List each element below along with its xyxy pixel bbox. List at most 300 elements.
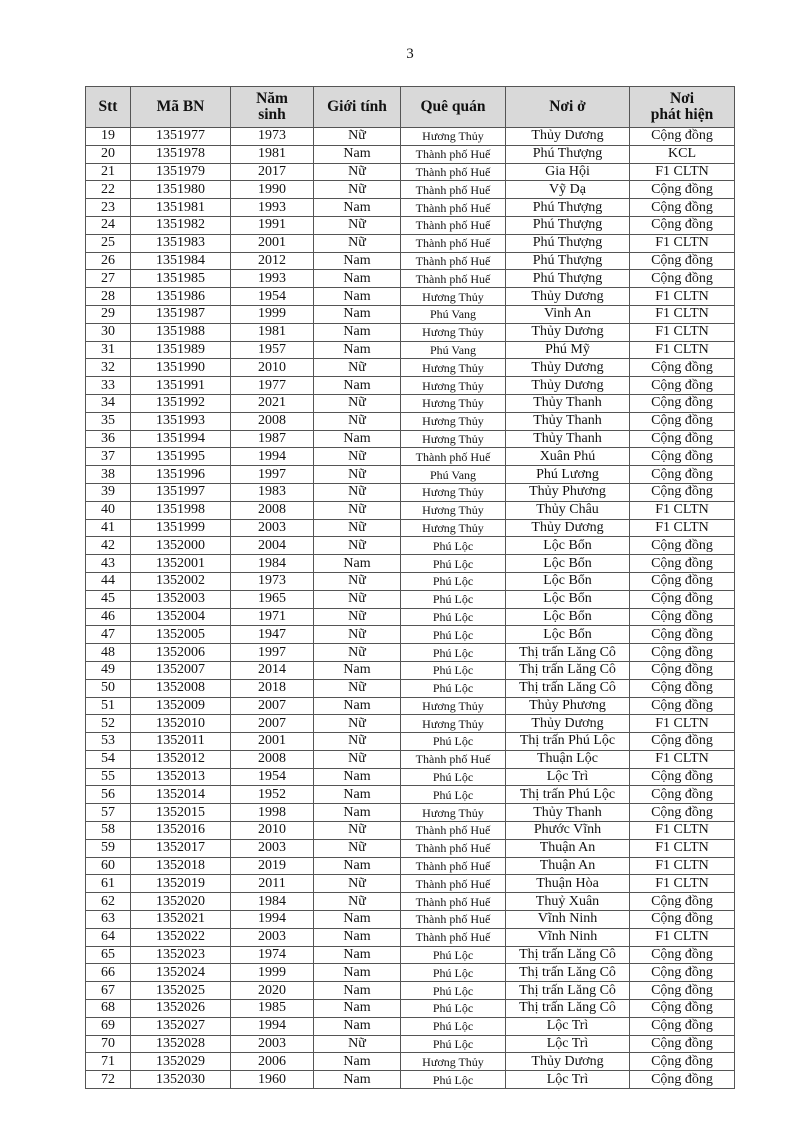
cell-stt: 59 [86, 839, 131, 857]
table-row [86, 216, 735, 234]
cell-nam-sinh: 2008 [231, 412, 314, 430]
cell-gioi-tinh: Nữ [314, 128, 401, 146]
cell-nam-sinh: 2017 [231, 163, 314, 181]
cell-stt: 36 [86, 430, 131, 448]
cell-gioi-tinh: Nam [314, 1053, 401, 1071]
cell-ma-bn: 1352027 [131, 1017, 231, 1035]
cell-que-quan: Hương Thủy [401, 697, 506, 715]
table-row [86, 982, 735, 1000]
cell-ma-bn: 1351994 [131, 430, 231, 448]
table-row [86, 519, 735, 537]
cell-stt: 42 [86, 537, 131, 555]
cell-stt: 46 [86, 608, 131, 626]
cell-stt: 21 [86, 163, 131, 181]
cell-que-quan: Hương Thủy [401, 483, 506, 501]
table-row [86, 1017, 735, 1035]
cell-que-quan: Thành phố Huế [401, 145, 506, 163]
cell-ma-bn: 1351990 [131, 359, 231, 377]
cell-ma-bn: 1352016 [131, 822, 231, 840]
cell-ma-bn: 1352030 [131, 1071, 231, 1089]
cell-gioi-tinh: Nữ [314, 733, 401, 751]
cell-nam-sinh: 1994 [231, 911, 314, 929]
cell-ma-bn: 1351985 [131, 270, 231, 288]
cell-nam-sinh: 1991 [231, 216, 314, 234]
table-row [86, 893, 735, 911]
table-row [86, 804, 735, 822]
cell-noi-phat-hien: Cộng đồng [630, 946, 735, 964]
cell-que-quan: Thành phố Huế [401, 857, 506, 875]
table-row [86, 572, 735, 590]
cell-ma-bn: 1351984 [131, 252, 231, 270]
cell-noi-o: Vinh An [506, 305, 630, 323]
table-row [86, 786, 735, 804]
cell-gioi-tinh: Nữ [314, 483, 401, 501]
cell-ma-bn: 1352003 [131, 590, 231, 608]
cell-noi-phat-hien: F1 CLTN [630, 822, 735, 840]
cell-ma-bn: 1352014 [131, 786, 231, 804]
cell-noi-phat-hien: KCL [630, 145, 735, 163]
table-row [86, 305, 735, 323]
cell-nam-sinh: 2007 [231, 715, 314, 733]
cell-gioi-tinh: Nữ [314, 412, 401, 430]
cell-que-quan: Thành phố Huế [401, 750, 506, 768]
table-row [86, 501, 735, 519]
cell-noi-o: Thị trấn Lăng Cô [506, 661, 630, 679]
cell-stt: 47 [86, 626, 131, 644]
cell-gioi-tinh: Nam [314, 145, 401, 163]
table-row [86, 875, 735, 893]
cell-stt: 69 [86, 1017, 131, 1035]
cell-noi-o: Thị trấn Phú Lộc [506, 786, 630, 804]
table-row [86, 750, 735, 768]
cell-gioi-tinh: Nữ [314, 181, 401, 199]
table-row [86, 394, 735, 412]
cell-nam-sinh: 1984 [231, 893, 314, 911]
cell-noi-o: Lộc Bổn [506, 537, 630, 555]
cell-nam-sinh: 2014 [231, 661, 314, 679]
cell-gioi-tinh: Nam [314, 928, 401, 946]
cell-noi-phat-hien: Cộng đồng [630, 1035, 735, 1053]
cell-que-quan: Phú Lộc [401, 537, 506, 555]
cell-gioi-tinh: Nữ [314, 234, 401, 252]
cell-gioi-tinh: Nữ [314, 750, 401, 768]
cell-que-quan: Thành phố Huế [401, 822, 506, 840]
cell-nam-sinh: 1974 [231, 946, 314, 964]
cell-que-quan: Thành phố Huế [401, 928, 506, 946]
cell-stt: 37 [86, 448, 131, 466]
cell-nam-sinh: 1973 [231, 572, 314, 590]
cell-noi-o: Thủy Dương [506, 519, 630, 537]
cell-nam-sinh: 2007 [231, 697, 314, 715]
cell-noi-o: Thủy Dương [506, 128, 630, 146]
cell-noi-phat-hien: Cộng đồng [630, 555, 735, 573]
cell-ma-bn: 1352029 [131, 1053, 231, 1071]
cell-nam-sinh: 1997 [231, 466, 314, 484]
cell-ma-bn: 1352020 [131, 893, 231, 911]
cell-ma-bn: 1351983 [131, 234, 231, 252]
cell-noi-o: Lộc Trì [506, 1035, 630, 1053]
cell-stt: 38 [86, 466, 131, 484]
table-row [86, 822, 735, 840]
cell-stt: 62 [86, 893, 131, 911]
cell-nam-sinh: 1984 [231, 555, 314, 573]
table-row [86, 590, 735, 608]
cell-noi-o: Thủy Thanh [506, 430, 630, 448]
table-row [86, 199, 735, 217]
cell-gioi-tinh: Nữ [314, 537, 401, 555]
cell-nam-sinh: 2008 [231, 501, 314, 519]
cell-stt: 39 [86, 483, 131, 501]
cell-gioi-tinh: Nữ [314, 519, 401, 537]
cell-ma-bn: 1351993 [131, 412, 231, 430]
cell-gioi-tinh: Nam [314, 555, 401, 573]
cell-noi-o: Thủy Thanh [506, 804, 630, 822]
cell-stt: 35 [86, 412, 131, 430]
cell-noi-o: Lộc Bổn [506, 590, 630, 608]
cell-gioi-tinh: Nam [314, 661, 401, 679]
cell-ma-bn: 1352019 [131, 875, 231, 893]
cell-que-quan: Phú Lộc [401, 1000, 506, 1018]
table-row [86, 181, 735, 199]
cell-noi-phat-hien: Cộng đồng [630, 626, 735, 644]
cell-noi-phat-hien: Cộng đồng [630, 786, 735, 804]
cell-stt: 72 [86, 1071, 131, 1089]
table-row [86, 252, 735, 270]
cell-noi-o: Phú Thượng [506, 252, 630, 270]
cell-nam-sinh: 2011 [231, 875, 314, 893]
cell-ma-bn: 1352015 [131, 804, 231, 822]
cell-nam-sinh: 1985 [231, 1000, 314, 1018]
cell-que-quan: Phú Vang [401, 305, 506, 323]
cell-nam-sinh: 1947 [231, 626, 314, 644]
cell-nam-sinh: 1990 [231, 181, 314, 199]
cell-nam-sinh: 2001 [231, 234, 314, 252]
cell-noi-o: Thị trấn Lăng Cô [506, 679, 630, 697]
cell-que-quan: Hương Thủy [401, 519, 506, 537]
cell-noi-o: Vỹ Dạ [506, 181, 630, 199]
cell-nam-sinh: 1994 [231, 448, 314, 466]
cell-noi-phat-hien: Cộng đồng [630, 608, 735, 626]
cell-stt: 61 [86, 875, 131, 893]
cell-gioi-tinh: Nữ [314, 875, 401, 893]
table-row [86, 448, 735, 466]
cell-stt: 51 [86, 697, 131, 715]
cell-noi-phat-hien: F1 CLTN [630, 750, 735, 768]
cell-nam-sinh: 1954 [231, 768, 314, 786]
cell-gioi-tinh: Nữ [314, 644, 401, 662]
cell-que-quan: Phú Lộc [401, 733, 506, 751]
cell-noi-o: Phú Thượng [506, 234, 630, 252]
cell-nam-sinh: 2003 [231, 519, 314, 537]
table-row [86, 377, 735, 395]
cell-stt: 41 [86, 519, 131, 537]
cell-nam-sinh: 2006 [231, 1053, 314, 1071]
table-row [86, 839, 735, 857]
cell-ma-bn: 1352023 [131, 946, 231, 964]
cell-gioi-tinh: Nam [314, 1000, 401, 1018]
cell-que-quan: Thành phố Huế [401, 911, 506, 929]
cell-noi-phat-hien: Cộng đồng [630, 804, 735, 822]
table-row [86, 715, 735, 733]
cell-nam-sinh: 2020 [231, 982, 314, 1000]
cell-ma-bn: 1352026 [131, 1000, 231, 1018]
cell-noi-phat-hien: Cộng đồng [630, 697, 735, 715]
table-row [86, 911, 735, 929]
cell-noi-o: Thị trấn Lăng Cô [506, 1000, 630, 1018]
cell-ma-bn: 1352022 [131, 928, 231, 946]
cell-stt: 28 [86, 288, 131, 306]
cell-noi-o: Phú Mỹ [506, 341, 630, 359]
cell-ma-bn: 1352010 [131, 715, 231, 733]
cell-ma-bn: 1352024 [131, 964, 231, 982]
cell-gioi-tinh: Nam [314, 982, 401, 1000]
cell-ma-bn: 1352005 [131, 626, 231, 644]
table-row [86, 359, 735, 377]
table-row [86, 555, 735, 573]
cell-noi-phat-hien: Cộng đồng [630, 466, 735, 484]
table-row [86, 341, 735, 359]
cell-stt: 43 [86, 555, 131, 573]
table-row [86, 1035, 735, 1053]
cell-gioi-tinh: Nam [314, 857, 401, 875]
cell-que-quan: Phú Lộc [401, 982, 506, 1000]
cell-nam-sinh: 1971 [231, 608, 314, 626]
cell-noi-phat-hien: Cộng đồng [630, 377, 735, 395]
cell-que-quan: Phú Lộc [401, 555, 506, 573]
cell-nam-sinh: 2003 [231, 839, 314, 857]
cell-gioi-tinh: Nam [314, 1071, 401, 1089]
cell-gioi-tinh: Nữ [314, 893, 401, 911]
table-row [86, 270, 735, 288]
cell-noi-phat-hien: Cộng đồng [630, 911, 735, 929]
cell-nam-sinh: 1954 [231, 288, 314, 306]
cell-nam-sinh: 2021 [231, 394, 314, 412]
cell-gioi-tinh: Nam [314, 341, 401, 359]
cell-stt: 66 [86, 964, 131, 982]
cell-que-quan: Hương Thủy [401, 288, 506, 306]
cell-noi-phat-hien: Cộng đồng [630, 893, 735, 911]
cell-noi-phat-hien: Cộng đồng [630, 1071, 735, 1089]
cell-noi-phat-hien: F1 CLTN [630, 857, 735, 875]
cell-ma-bn: 1351989 [131, 341, 231, 359]
cell-ma-bn: 1352025 [131, 982, 231, 1000]
cell-noi-phat-hien: Cộng đồng [630, 128, 735, 146]
table-row [86, 661, 735, 679]
cell-que-quan: Phú Lộc [401, 946, 506, 964]
cell-stt: 32 [86, 359, 131, 377]
patient-table [85, 86, 735, 1089]
cell-noi-o: Lộc Trì [506, 1017, 630, 1035]
cell-noi-o: Gia Hội [506, 163, 630, 181]
cell-noi-o: Lộc Bổn [506, 555, 630, 573]
cell-gioi-tinh: Nữ [314, 590, 401, 608]
cell-noi-o: Phú Lương [506, 466, 630, 484]
cell-que-quan: Phú Lộc [401, 644, 506, 662]
cell-noi-phat-hien: F1 CLTN [630, 839, 735, 857]
cell-gioi-tinh: Nam [314, 323, 401, 341]
cell-ma-bn: 1351988 [131, 323, 231, 341]
cell-stt: 55 [86, 768, 131, 786]
cell-gioi-tinh: Nam [314, 768, 401, 786]
cell-ma-bn: 1352008 [131, 679, 231, 697]
cell-ma-bn: 1352001 [131, 555, 231, 573]
cell-stt: 33 [86, 377, 131, 395]
cell-noi-phat-hien: Cộng đồng [630, 661, 735, 679]
cell-gioi-tinh: Nam [314, 199, 401, 217]
cell-ma-bn: 1351981 [131, 199, 231, 217]
cell-nam-sinh: 1987 [231, 430, 314, 448]
page-number: 3 [406, 46, 414, 62]
cell-noi-o: Vĩnh Ninh [506, 911, 630, 929]
cell-nam-sinh: 1977 [231, 377, 314, 395]
table-row [86, 145, 735, 163]
table-row [86, 733, 735, 751]
cell-gioi-tinh: Nam [314, 804, 401, 822]
cell-noi-o: Thủy Dương [506, 1053, 630, 1071]
cell-gioi-tinh: Nam [314, 911, 401, 929]
cell-stt: 57 [86, 804, 131, 822]
cell-gioi-tinh: Nam [314, 270, 401, 288]
cell-stt: 31 [86, 341, 131, 359]
cell-ma-bn: 1352011 [131, 733, 231, 751]
cell-ma-bn: 1351977 [131, 128, 231, 146]
cell-stt: 71 [86, 1053, 131, 1071]
table-row [86, 288, 735, 306]
cell-ma-bn: 1352017 [131, 839, 231, 857]
table-row [86, 679, 735, 697]
cell-gioi-tinh: Nữ [314, 501, 401, 519]
cell-que-quan: Hương Thủy [401, 501, 506, 519]
cell-noi-phat-hien: Cộng đồng [630, 1053, 735, 1071]
cell-gioi-tinh: Nam [314, 252, 401, 270]
cell-nam-sinh: 2018 [231, 679, 314, 697]
cell-nam-sinh: 1973 [231, 128, 314, 146]
cell-noi-o: Thuận Hòa [506, 875, 630, 893]
cell-noi-o: Lộc Trì [506, 768, 630, 786]
header-noi-phat-hien [630, 87, 735, 128]
cell-noi-phat-hien: Cộng đồng [630, 359, 735, 377]
cell-noi-phat-hien: Cộng đồng [630, 1017, 735, 1035]
table-row [86, 466, 735, 484]
table-body [86, 128, 735, 1089]
cell-stt: 64 [86, 928, 131, 946]
cell-stt: 22 [86, 181, 131, 199]
cell-noi-o: Thủy Dương [506, 359, 630, 377]
table-row [86, 1071, 735, 1089]
header-ma-bn: Mã BN [131, 87, 231, 128]
cell-noi-o: Thủy Dương [506, 377, 630, 395]
cell-ma-bn: 1352007 [131, 661, 231, 679]
cell-stt: 25 [86, 234, 131, 252]
cell-gioi-tinh: Nam [314, 288, 401, 306]
cell-nam-sinh: 2010 [231, 359, 314, 377]
cell-gioi-tinh: Nam [314, 430, 401, 448]
cell-stt: 52 [86, 715, 131, 733]
cell-que-quan: Hương Thủy [401, 804, 506, 822]
cell-gioi-tinh: Nữ [314, 359, 401, 377]
cell-noi-o: Phú Thượng [506, 199, 630, 217]
cell-nam-sinh: 1994 [231, 1017, 314, 1035]
cell-ma-bn: 1352012 [131, 750, 231, 768]
cell-stt: 26 [86, 252, 131, 270]
cell-noi-o: Thị trấn Phú Lộc [506, 733, 630, 751]
cell-que-quan: Phú Lộc [401, 572, 506, 590]
cell-gioi-tinh: Nữ [314, 1035, 401, 1053]
cell-noi-phat-hien: F1 CLTN [630, 323, 735, 341]
table-row [86, 412, 735, 430]
cell-que-quan: Phú Lộc [401, 768, 506, 786]
table-row [86, 323, 735, 341]
cell-stt: 63 [86, 911, 131, 929]
cell-ma-bn: 1352021 [131, 911, 231, 929]
cell-noi-phat-hien: F1 CLTN [630, 305, 735, 323]
cell-noi-phat-hien: Cộng đồng [630, 394, 735, 412]
cell-que-quan: Thành phố Huế [401, 199, 506, 217]
cell-stt: 58 [86, 822, 131, 840]
cell-que-quan: Phú Lộc [401, 608, 506, 626]
cell-que-quan: Phú Lộc [401, 590, 506, 608]
table-row [86, 626, 735, 644]
cell-que-quan: Phú Lộc [401, 661, 506, 679]
cell-gioi-tinh: Nam [314, 305, 401, 323]
cell-ma-bn: 1351998 [131, 501, 231, 519]
cell-nam-sinh: 1960 [231, 1071, 314, 1089]
cell-noi-o: Thủy Thanh [506, 394, 630, 412]
cell-noi-o: Thủy Phương [506, 483, 630, 501]
cell-noi-phat-hien: Cộng đồng [630, 270, 735, 288]
cell-noi-phat-hien: F1 CLTN [630, 519, 735, 537]
cell-gioi-tinh: Nữ [314, 839, 401, 857]
cell-que-quan: Phú Lộc [401, 1035, 506, 1053]
cell-noi-o: Lộc Trì [506, 1071, 630, 1089]
cell-stt: 34 [86, 394, 131, 412]
table-header-row [86, 87, 735, 128]
table-row [86, 1000, 735, 1018]
cell-ma-bn: 1351982 [131, 216, 231, 234]
cell-noi-o: Thủy Châu [506, 501, 630, 519]
cell-noi-phat-hien: Cộng đồng [630, 448, 735, 466]
cell-noi-phat-hien: F1 CLTN [630, 875, 735, 893]
cell-noi-o: Thị trấn Lăng Cô [506, 982, 630, 1000]
cell-gioi-tinh: Nam [314, 786, 401, 804]
table-row [86, 857, 735, 875]
cell-ma-bn: 1352006 [131, 644, 231, 662]
cell-nam-sinh: 1952 [231, 786, 314, 804]
cell-noi-phat-hien: Cộng đồng [630, 216, 735, 234]
header-noi-phat-hien-line2: phát hiện [650, 106, 714, 123]
cell-que-quan: Phú Lộc [401, 1017, 506, 1035]
cell-noi-phat-hien: Cộng đồng [630, 572, 735, 590]
cell-noi-phat-hien: F1 CLTN [630, 234, 735, 252]
cell-gioi-tinh: Nữ [314, 572, 401, 590]
cell-noi-phat-hien: F1 CLTN [630, 928, 735, 946]
cell-que-quan: Hương Thủy [401, 394, 506, 412]
cell-ma-bn: 1351999 [131, 519, 231, 537]
cell-nam-sinh: 1957 [231, 341, 314, 359]
cell-noi-phat-hien: Cộng đồng [630, 1000, 735, 1018]
cell-ma-bn: 1352004 [131, 608, 231, 626]
cell-noi-phat-hien: Cộng đồng [630, 768, 735, 786]
cell-que-quan: Phú Vang [401, 341, 506, 359]
cell-nam-sinh: 2003 [231, 928, 314, 946]
cell-noi-o: Thuận Lộc [506, 750, 630, 768]
table-row [86, 483, 735, 501]
cell-noi-o: Lộc Bổn [506, 626, 630, 644]
cell-nam-sinh: 2010 [231, 822, 314, 840]
cell-noi-phat-hien: Cộng đồng [630, 982, 735, 1000]
cell-que-quan: Hương Thủy [401, 412, 506, 430]
cell-gioi-tinh: Nam [314, 697, 401, 715]
